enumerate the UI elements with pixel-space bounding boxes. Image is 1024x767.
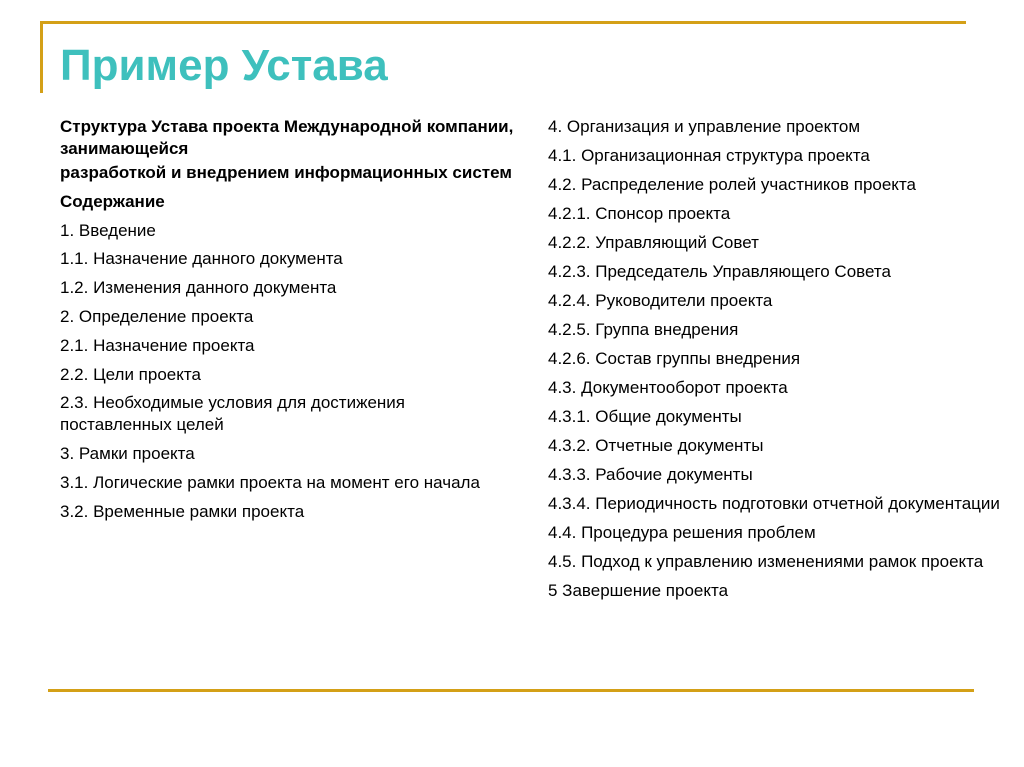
toc-item: 1.2. Изменения данного документа	[60, 278, 337, 298]
toc-item: 4.2.3. Председатель Управляющего Совета	[548, 262, 891, 281]
toc-item: 3.2. Временные рамки проекта	[60, 501, 305, 521]
toc-item: 4.5. Подход к управлению изменениями рамок проекта	[548, 552, 984, 571]
toc-item: 2.2. Цели проекта	[60, 364, 201, 384]
toc-item: 4.3.4. Периодичность подготовки отчетной документации	[548, 494, 1000, 513]
toc-item: 4.4. Процедура решения проблем	[548, 523, 816, 542]
toc-item: 4.3.2. Отчетные документы	[548, 436, 764, 455]
toc-item: 4.2.2. Управляющий Совет	[548, 233, 759, 252]
frame-bottom-rule	[48, 689, 974, 692]
toc-item: 3. Рамки проекта	[60, 444, 195, 464]
toc-item: 4.3.3. Рабочие документы	[548, 465, 753, 484]
toc-item: 4.2.1. Спонсор проекта	[548, 204, 731, 223]
slide-title: Пример Устава	[60, 41, 388, 90]
toc-item: 2.3. Необходимые условия для достижения поставленных целей	[60, 393, 405, 435]
contents-right-column	[548, 116, 1008, 609]
toc-item: 4. Организация и управление проектом	[548, 117, 861, 136]
frame-top-rule	[40, 21, 966, 24]
frame-left-rule	[40, 21, 43, 93]
toc-item: 3.1. Логические рамки проекта на момент его начала	[60, 472, 480, 492]
toc-item: 2.1. Назначение проекта	[60, 335, 255, 355]
toc-item: 5 Завершение проекта	[548, 581, 729, 600]
toc-item: 4.2.4. Руководители проекта	[548, 291, 773, 310]
heading-line: Структура Устава проекта Международной компании, занимающейся	[60, 117, 514, 158]
toc-item: 2. Определение проекта	[60, 306, 254, 326]
toc-item: 4.1. Организационная структура проекта	[548, 146, 870, 165]
heading-line: разработкой и внедрением информационных систем	[60, 163, 512, 182]
toc-item: 4.2.5. Группа внедрения	[548, 320, 739, 339]
contents-heading: Содержание	[60, 191, 165, 211]
contents-left-column	[60, 116, 520, 530]
toc-item: 4.3. Документооборот проекта	[548, 378, 788, 397]
toc-item: 4.2. Распределение ролей участников проекта	[548, 175, 916, 194]
toc-item: 1. Введение	[60, 220, 156, 240]
toc-item: 4.3.1. Общие документы	[548, 407, 742, 426]
toc-item: 1.1. Назначение данного документа	[60, 249, 343, 269]
toc-item: 4.2.6. Состав группы внедрения	[548, 349, 801, 368]
